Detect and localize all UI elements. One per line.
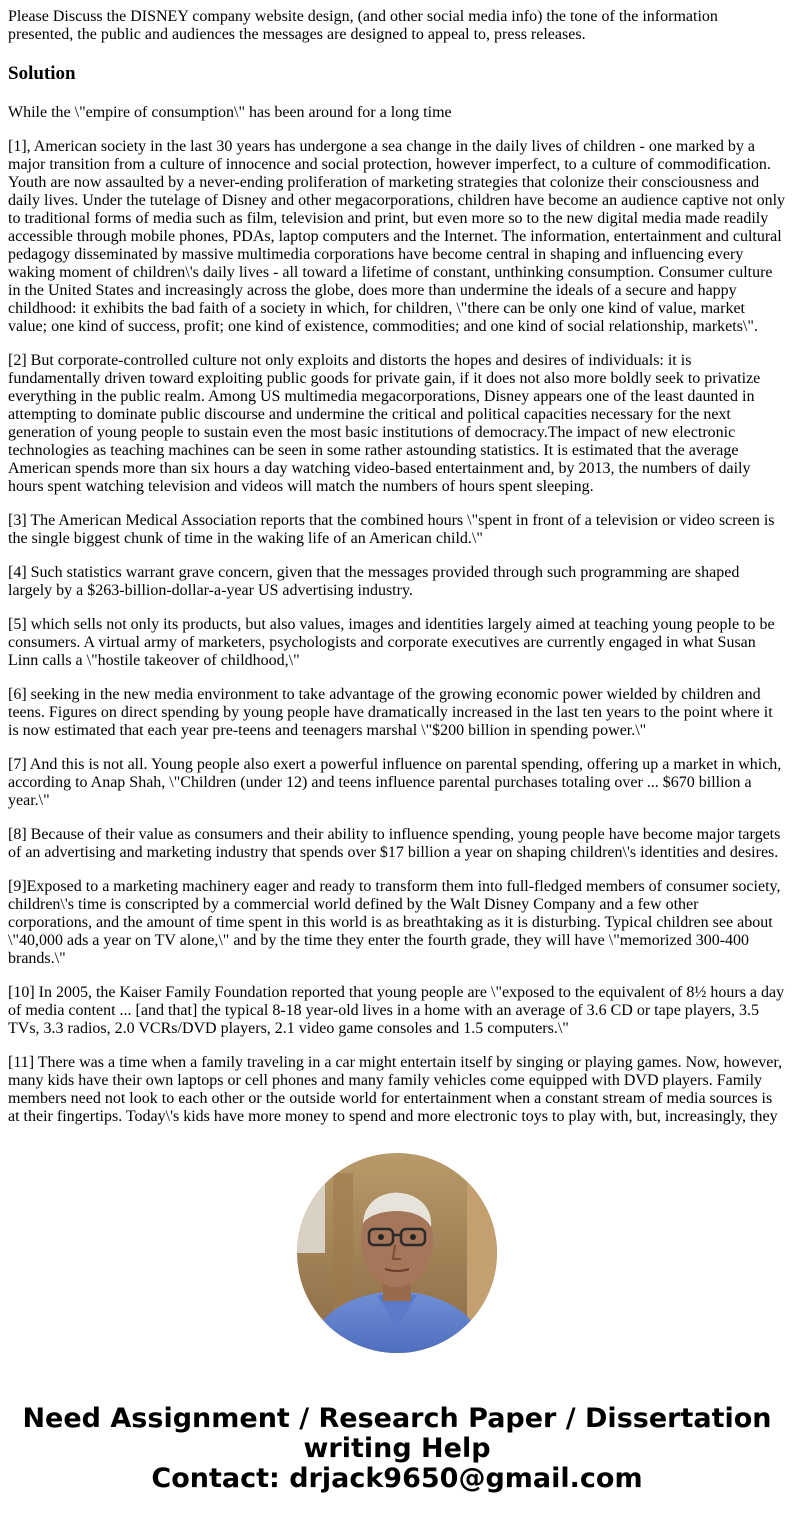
paragraph-4: [4] Such statistics warrant grave concern, given that the messages provided through such programming are shaped largely by a $263-billion-dollar-a-year US advertising industry.	[8, 564, 740, 599]
author-photo	[297, 1153, 497, 1353]
paragraph-intro: While the \"empire of consumption\" has been around for a long time	[8, 104, 452, 121]
content	[8, 8, 786, 1219]
paragraph-11: [11] There was a time when a family traveling in a car might entertain itself by singing or playing games. Now, however, many kids have their own laptops or cell phones and many family vehicles come equipped with DVD players. Family members need not look to each other or the outside world for entertainment when a constant stream of media sources is at their fingertips. Today\'s kids have more money to spend and more electronic toys to play with, but, increasingly, they	[8, 1054, 783, 1125]
promo-contact: Contact: drjack9650@gmail.com	[151, 1463, 643, 1494]
paragraph-9: [9]Exposed to a marketing machinery eager and ready to transform them into full-fledged members of consumer society, children\'s time is conscripted by a commercial world defined by the Walt Disney Company and a few other corporations, and the amount of time spent in this world is as breathtaking as it is disturbing. Typical children see about \"40,000 ads a year on TV alone,\" and by the time they enter the fourth grade, they will have \"memorized 300-400 brands.\"	[8, 878, 781, 967]
solution-body	[8, 104, 786, 1219]
paragraph-10: [10] In 2005, the Kaiser Family Foundation reported that young people are \"exposed to the equivalent of 8½ hours a day of media content ... [and that] the typical 8-18 year-old lives in a home with an average of 3.6 CD or tape players, 3.5 TVs, 3.3 radios, 2.0 VCRs/DVD players, 2.1 video game consoles and 1.5 computers.\"	[8, 984, 785, 1037]
paragraph-1: [1], American society in the last 30 years has undergone a sea change in the daily lives of children - one marked by a major transition from a culture of innocence and social protection, however imperfect, to a culture of commodification. Youth are now assaulted by a never-ending proliferation of marketing strategies that colonize their consciousness and daily lives. Under the tutelage of Disney and other megacorporations, children have become an audience captive not only to traditional forms of media such as film, television and print, but even more so to the new digital media made readily accessible through mobile phones, PDAs, laptop computers and the Internet. The information, entertainment and cultural pedagogy disseminated by massive multimedia corporations have become central in shaping and influencing every waking moment of children\'s daily lives - all toward a lifetime of constant, unthinking consumption. Consumer culture in the United States and increasingly across the globe, does more than undermine the ideals of a secure and happy childhood: it exhibits the bad faith of a society in which, for children, \"there can be only one kind of value, market value; one kind of success, profit; one kind of existence, commodities; and one kind of social relationship, markets\".	[8, 138, 786, 335]
paragraph-8: [8] Because of their value as consumers and their ability to influence spending, young people have become major targets of an advertising and marketing industry that spends over $17 billion a year on shaping children\'s identities and desires.	[8, 826, 781, 861]
promo-line-1: Need Assignment / Research Paper / Dissertation	[22, 1403, 772, 1434]
promo-banner	[0, 1404, 794, 1494]
paragraph-5: [5] which sells not only its products, but also values, images and identities largely aimed at teaching young people to be consumers. A virtual army of marketers, psychologists and corporate executives are currently engaged in what Susan Linn calls a \"hostile takeover of childhood,\"	[8, 616, 775, 669]
author-avatar	[297, 1153, 497, 1353]
paragraph-6: [6] seeking in the new media environment to take advantage of the growing economic power wielded by children and teens. Figures on direct spending by young people have dramatically increased in the last ten years to the point where it is now estimated that each year pre-teens and teenagers marshal \"$200 billion in spending power.\"	[8, 686, 773, 739]
paragraph-3: [3] The American Medical Association reports that the combined hours \"spent in front of a television or video screen is the single biggest chunk of time in the waking life of an American child.\"	[8, 512, 775, 547]
paragraph-2: [2] But corporate-controlled culture not only exploits and distorts the hopes and desires of individuals: it is fundamentally driven toward exploiting public goods for private gain, if it does not also more boldly seek to privatize everything in the public realm. Among US multimedia megacorporations, Disney appears one of the least daunted in attempting to dominate public discourse and undermine the critical and political capacities necessary for the next generation of young people to sustain even the most basic institutions of democracy.The impact of new electronic technologies as teaching machines can be seen in some rather astounding statistics. It is estimated that the average American spends more than six hours a day watching video-based entertainment and, by 2013, the numbers of daily hours spent watching television and videos will match the numbers of hours spent sleeping.	[8, 352, 761, 495]
paragraph-7: [7] And this is not all. Young people also exert a powerful influence on parental spending, offering up a market in which, according to Anap Shah, \"Children (under 12) and teens influence parental purchases totaling over ... $670 billion a year.\"	[8, 756, 782, 809]
question-text: Please Discuss the DISNEY company website design, (and other social media info) the tone of the information presented, the public and audiences the messages are designed to appeal to, press releases.	[8, 8, 718, 43]
solution-heading: Solution	[8, 63, 76, 84]
promo-line-2: writing Help	[303, 1433, 491, 1464]
